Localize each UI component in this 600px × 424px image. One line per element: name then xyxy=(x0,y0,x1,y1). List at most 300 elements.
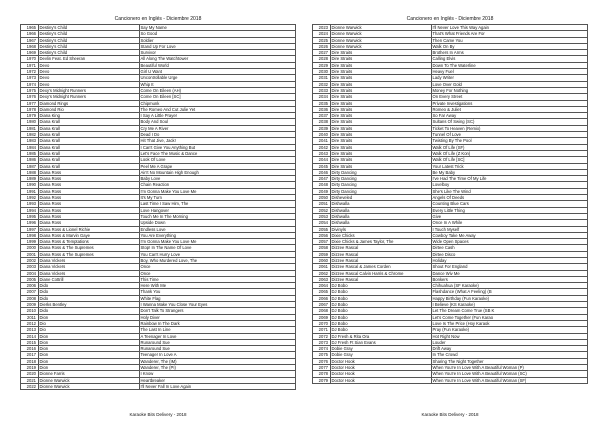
song-title: Walk Of Life [SC] xyxy=(431,157,588,163)
song-title: Soldier xyxy=(139,37,296,43)
song-number: 2006 xyxy=(21,283,39,289)
song-number: 2067 xyxy=(313,302,331,308)
song-number: 2046 xyxy=(313,169,331,175)
song-title: Upside Down xyxy=(139,220,296,226)
song-number: 2052 xyxy=(313,207,331,213)
song-title: So Far Away xyxy=(431,113,588,119)
artist-name: Diana Ross xyxy=(38,213,139,219)
artist-name: Dido xyxy=(38,295,139,301)
song-title: Touch Me In The Morning xyxy=(139,213,296,219)
song-number: 2070 xyxy=(313,320,331,326)
song-number: 2007 xyxy=(21,289,39,295)
artist-name: Diana Ross & The Supremes xyxy=(38,245,139,251)
song-title: Wide Open Spaces xyxy=(431,239,588,245)
artist-name: Dizzee Rascal xyxy=(330,251,431,257)
song-title: Ain't No Mountain High Enough xyxy=(139,169,296,175)
artist-name: Dionne Warwick xyxy=(38,377,139,383)
artist-name: DJ Bobo xyxy=(330,314,431,320)
song-number: 2045 xyxy=(313,163,331,169)
song-number: 1979 xyxy=(21,113,39,119)
song-number: 1970 xyxy=(21,56,39,62)
song-title: I've Had The Time Of My Life xyxy=(431,176,588,182)
song-number: 1993 xyxy=(21,201,39,207)
song-title: Once xyxy=(139,264,296,270)
song-title: Peel Me A Grape xyxy=(139,163,296,169)
song-title: Happy Birthday (Fun Karaoke) xyxy=(431,295,588,301)
song-number: 2050 xyxy=(313,195,331,201)
song-title: The Last In Line xyxy=(139,327,296,333)
artist-name: Diana Ross xyxy=(38,169,139,175)
artist-name: Devo xyxy=(38,81,139,87)
artist-name: Dire Straits xyxy=(330,163,431,169)
song-title: Girl U Want xyxy=(139,69,296,75)
artist-name: Dobie Gray xyxy=(330,352,431,358)
song-title: I'll Never Fall In Love Again xyxy=(139,383,296,389)
song-number: 2023 xyxy=(313,25,331,31)
song-number: 1972 xyxy=(21,69,39,75)
song-title: Counting Blue Cars xyxy=(431,201,588,207)
artist-name: Diana Ross xyxy=(38,220,139,226)
artist-name: Doctor Hook xyxy=(330,365,431,371)
song-number: 1988 xyxy=(21,169,39,175)
song-title: That's What Friends Are For xyxy=(431,31,588,37)
song-title: Then Came You xyxy=(431,37,588,43)
table-row xyxy=(21,383,296,389)
song-title: Endless Love xyxy=(139,226,296,232)
song-number: 2024 xyxy=(313,31,331,37)
song-title: Be My Baby xyxy=(431,169,588,175)
song-number: 2001 xyxy=(21,251,39,257)
song-number: 2002 xyxy=(21,257,39,263)
artist-name: Dido xyxy=(38,308,139,314)
song-number: 2075 xyxy=(313,352,331,358)
song-number: 1989 xyxy=(21,176,39,182)
song-title: Flashdance (What A Feeling) (B xyxy=(431,289,588,295)
artist-name: Dire Straits xyxy=(330,87,431,93)
song-title: You Can't Hurry Love xyxy=(139,251,296,257)
artist-name: Diana Krall xyxy=(38,125,139,131)
song-title: Heavy Fuel xyxy=(431,69,588,75)
song-number: 1968 xyxy=(21,43,39,49)
song-number: 1982 xyxy=(21,132,39,138)
song-title: When You're In Love With A Beautiful Woman (P) xyxy=(431,365,588,371)
song-title: Body And Soul xyxy=(139,119,296,125)
song-title: Love Over Gold xyxy=(431,81,588,87)
artist-name: Diana Ross xyxy=(38,188,139,194)
song-number: 2054 xyxy=(313,220,331,226)
artist-name: Dirty Dancing xyxy=(330,176,431,182)
artist-name: Dio xyxy=(38,320,139,326)
song-number: 2079 xyxy=(313,377,331,383)
song-number: 1971 xyxy=(21,62,39,68)
song-number: 2063 xyxy=(313,276,331,282)
song-title: Calling Elvis xyxy=(431,56,588,62)
artist-name: Dexy's Midnight Runners xyxy=(38,94,139,100)
artist-name: Dire Straits xyxy=(330,138,431,144)
song-title: Twisting By The Pool xyxy=(431,138,588,144)
song-number: 1995 xyxy=(21,213,39,219)
song-title: Rainbow In The Dark xyxy=(139,320,296,326)
artist-name: Doctor Hook xyxy=(330,358,431,364)
song-title: Runaround Sue xyxy=(139,339,296,345)
song-title: Tunnel Of Love xyxy=(431,132,588,138)
artist-name: Devo xyxy=(38,69,139,75)
artist-name: Dizzee Rascal xyxy=(330,257,431,263)
song-number: 2027 xyxy=(313,50,331,56)
song-title: Brothers In Arms xyxy=(431,50,588,56)
song-number: 2022 xyxy=(21,383,39,389)
song-number: 2048 xyxy=(313,182,331,188)
song-title: Here With Me xyxy=(139,283,296,289)
song-title: Uncontrollable Urge xyxy=(139,75,296,81)
song-number: 1994 xyxy=(21,207,39,213)
song-number: 2009 xyxy=(21,302,39,308)
song-title: Drift Away xyxy=(431,346,588,352)
song-number: 2012 xyxy=(21,320,39,326)
song-number: 1997 xyxy=(21,226,39,232)
artist-name: DJ Fresh Ft Sian Evans xyxy=(330,339,431,345)
song-number: 1974 xyxy=(21,81,39,87)
artist-name: Dizzee Rascal xyxy=(330,276,431,282)
song-title: Come On Eileen (AH) xyxy=(139,87,296,93)
song-title: I Wanna Make You Close Your Eyes xyxy=(139,302,296,308)
song-title: Shout For England xyxy=(431,264,588,270)
artist-name: Dido xyxy=(38,289,139,295)
left-song-table xyxy=(20,24,296,390)
song-number: 1980 xyxy=(21,119,39,125)
artist-name: Dire Straits xyxy=(330,62,431,68)
artist-name: Divinyls xyxy=(330,226,431,232)
artist-name: Dion xyxy=(38,346,139,352)
song-number: 2014 xyxy=(21,333,39,339)
song-number: 2032 xyxy=(313,81,331,87)
artist-name: Devo xyxy=(38,62,139,68)
song-title: Wanderer, The (IM) xyxy=(139,358,296,364)
artist-name: Dire Straits xyxy=(330,113,431,119)
song-title: Dirtee Disco xyxy=(431,251,588,257)
song-title: Once In A While xyxy=(431,220,588,226)
song-number: 1975 xyxy=(21,87,39,93)
song-title: Whip It xyxy=(139,81,296,87)
song-title: I'll Never Love This Way Again xyxy=(431,25,588,31)
artist-name: Dire Straits xyxy=(330,106,431,112)
song-number: 2053 xyxy=(313,213,331,219)
song-number: 2073 xyxy=(313,339,331,345)
song-number: 1966 xyxy=(21,31,39,37)
song-title: I Touch Myself xyxy=(431,226,588,232)
song-title: Love Hangover xyxy=(139,207,296,213)
song-title: Walk On By xyxy=(431,43,588,49)
song-title: When You're In Love With A Beautiful Woman (SF) xyxy=(431,377,588,383)
artist-name: DJ Bobo xyxy=(330,283,431,289)
song-number: 1999 xyxy=(21,239,39,245)
song-number: 2072 xyxy=(313,333,331,339)
artist-name: Dirty Dancing xyxy=(330,188,431,194)
song-number: 2058 xyxy=(313,245,331,251)
song-title: When You're In Love With A Beautiful Woman (SC) xyxy=(431,371,588,377)
song-title: Walk Of Life (SF) xyxy=(431,144,588,150)
song-number: 2030 xyxy=(313,69,331,75)
artist-name: Dio xyxy=(38,327,139,333)
song-title: Cry Me A River xyxy=(139,125,296,131)
song-number: 2047 xyxy=(313,176,331,182)
song-number: 2031 xyxy=(313,75,331,81)
artist-name: Dishwalla xyxy=(330,220,431,226)
artist-name: Diana Krall xyxy=(38,150,139,156)
artist-name: Devo xyxy=(38,75,139,81)
artist-name: DJ Bobo xyxy=(330,327,431,333)
song-number: 2040 xyxy=(313,132,331,138)
song-title: Down To The Waterline xyxy=(431,62,588,68)
artist-name: Diana Vickers xyxy=(38,264,139,270)
artist-name: Dion xyxy=(38,358,139,364)
song-title: Cowboy Take Me Away xyxy=(431,232,588,238)
artist-name: Dire Straits xyxy=(330,144,431,150)
song-title: I Say A Little Prayer xyxy=(139,113,296,119)
artist-name: Destiny's Child xyxy=(38,50,139,56)
song-title: Money For Nothing xyxy=(431,87,588,93)
song-number: 1983 xyxy=(21,138,39,144)
song-title: Lovelboy xyxy=(431,182,588,188)
song-number: 1984 xyxy=(21,144,39,150)
song-title: I Can't Give You Anything But xyxy=(139,144,296,150)
song-number: 2060 xyxy=(313,257,331,263)
song-number: 2025 xyxy=(313,37,331,43)
artist-name: Diana Ross xyxy=(38,176,139,182)
artist-name: Diana Krall xyxy=(38,138,139,144)
song-number: 2037 xyxy=(313,113,331,119)
song-title: Private Investigations xyxy=(431,100,588,106)
artist-name: Destiny's Child xyxy=(38,43,139,49)
song-number: 2077 xyxy=(313,365,331,371)
song-number: 2076 xyxy=(313,358,331,364)
song-number: 2043 xyxy=(313,150,331,156)
song-number: 2064 xyxy=(313,283,331,289)
song-number: 2056 xyxy=(313,232,331,238)
artist-name: Dexy's Midnight Runners xyxy=(38,87,139,93)
song-number: 2029 xyxy=(313,62,331,68)
song-title: You Are Everything xyxy=(139,232,296,238)
artist-name: Dion xyxy=(38,352,139,358)
song-title: White Flag xyxy=(139,295,296,301)
song-title: Don't Talk To Strangers xyxy=(139,308,296,314)
song-number: 1992 xyxy=(21,195,39,201)
artist-name: Diana Vickers xyxy=(38,270,139,276)
song-title: So Good xyxy=(139,31,296,37)
artist-name: Dire Straits xyxy=(330,119,431,125)
artist-name: Doctor Hook xyxy=(330,371,431,377)
song-number: 1990 xyxy=(21,182,39,188)
artist-name: Diana Krall xyxy=(38,132,139,138)
artist-name: Dionne Warwick xyxy=(330,31,431,37)
song-title: She's Like The Wind xyxy=(431,188,588,194)
artist-name: Dierks Bentley xyxy=(38,302,139,308)
artist-name: Dionne Warwick xyxy=(330,43,431,49)
song-number: 2078 xyxy=(313,371,331,377)
song-number: 2026 xyxy=(313,43,331,49)
artist-name: Diana Ross & Lionel Richie xyxy=(38,226,139,232)
artist-name: Diana Ross xyxy=(38,182,139,188)
song-number: 2015 xyxy=(21,339,39,345)
artist-name: Disheveled xyxy=(330,195,431,201)
song-number: 1965 xyxy=(21,25,39,31)
song-number: 2039 xyxy=(313,125,331,131)
song-title: In The Crowd xyxy=(431,352,588,358)
artist-name: Dire Straits xyxy=(330,69,431,75)
song-number: 1998 xyxy=(21,232,39,238)
song-number: 2044 xyxy=(313,157,331,163)
artist-name: Dionne Warwick xyxy=(330,25,431,31)
song-title: I Know xyxy=(139,371,296,377)
song-title: I'm Gonna Make You Love Me xyxy=(139,239,296,245)
artist-name: Dire Straits xyxy=(330,132,431,138)
song-title: Once xyxy=(139,270,296,276)
song-number: 1969 xyxy=(21,50,39,56)
artist-name: DJ Bobo xyxy=(330,295,431,301)
artist-name: Doctor Hook xyxy=(330,377,431,383)
artist-name: Diamond Rings xyxy=(38,100,139,106)
artist-name: Dion xyxy=(38,365,139,371)
song-title: Love Is The Price (Hoy Karaok xyxy=(431,320,588,326)
song-number: 2071 xyxy=(313,327,331,333)
artist-name: Diana Ross & Temptations xyxy=(38,239,139,245)
artist-name: DJ Bobo xyxy=(330,302,431,308)
song-number: 2004 xyxy=(21,270,39,276)
song-title: Boy, Who Murdered Love, The xyxy=(139,257,296,263)
right-column xyxy=(312,16,588,384)
song-number: 2062 xyxy=(313,270,331,276)
artist-name: Dire Straits xyxy=(330,50,431,56)
song-number: 1973 xyxy=(21,75,39,81)
song-title: Your Latest Trick xyxy=(431,163,588,169)
song-title: Louder xyxy=(431,339,588,345)
song-title: Beautiful World xyxy=(139,62,296,68)
song-title: Let's Come Together (Fun Karao xyxy=(431,314,588,320)
song-number: 2065 xyxy=(313,289,331,295)
artist-name: Dionne Warwick xyxy=(38,383,139,389)
song-number: 2035 xyxy=(313,100,331,106)
artist-name: Dobie Gray xyxy=(330,346,431,352)
song-number: 1996 xyxy=(21,220,39,226)
song-number: 2069 xyxy=(313,314,331,320)
song-title: Lady Writer xyxy=(431,75,588,81)
song-number: 1986 xyxy=(21,157,39,163)
song-number: 1981 xyxy=(21,125,39,131)
song-title: Survivor xyxy=(139,50,296,56)
song-title: It's My Turn xyxy=(139,195,296,201)
song-number: 2051 xyxy=(313,201,331,207)
artist-name: Dixie Chicks & James Taylor, The xyxy=(330,239,431,245)
song-title: Every Little Thing xyxy=(431,207,588,213)
artist-name: Dion xyxy=(38,333,139,339)
song-title: Heartbreaker xyxy=(139,377,296,383)
song-number: 1985 xyxy=(21,150,39,156)
song-title: Sharing The Night Together xyxy=(431,358,588,364)
artist-name: Diana Ross & Marvin Gaye xyxy=(38,232,139,238)
song-title: Let The Dream Come True (SB K xyxy=(431,308,588,314)
artist-name: Diana Vickers xyxy=(38,257,139,263)
artist-name: Dionne Warwick xyxy=(330,37,431,43)
artist-name: Dizzee Rascal Calvin Harris & Chrome xyxy=(330,270,431,276)
artist-name: Dizzee Rascal xyxy=(330,245,431,251)
left-column xyxy=(20,16,296,390)
song-title: Hit That Jive, Jack! xyxy=(139,138,296,144)
artist-name: Diana Ross xyxy=(38,207,139,213)
artist-name: Diana King xyxy=(38,113,139,119)
right-column-title: Cancionero en Inglés - Diciembre 2018 xyxy=(406,16,494,22)
song-title: Look Of Love xyxy=(139,157,296,163)
song-number: 2016 xyxy=(21,346,39,352)
artist-name: Dion xyxy=(38,314,139,320)
artist-name: Destiny's Child xyxy=(38,25,139,31)
song-title: Walk Of Life (Z Kon) xyxy=(431,150,588,156)
song-number: 2033 xyxy=(313,87,331,93)
song-number: 2021 xyxy=(21,377,39,383)
song-number: 2017 xyxy=(21,352,39,358)
song-number: 2049 xyxy=(313,188,331,194)
song-title: On Every Street xyxy=(431,94,588,100)
song-title: Dirtee Cash xyxy=(431,245,588,251)
artist-name: DJ Bobo xyxy=(330,320,431,326)
song-title: Stand Up For Love xyxy=(139,43,296,49)
artist-name: Dire Straits xyxy=(330,94,431,100)
artist-name: Dirty Dancing xyxy=(330,182,431,188)
artist-name: Dire Straits xyxy=(330,150,431,156)
artist-name: Diane Cottrill xyxy=(38,276,139,282)
song-title: Romeo & Juliet xyxy=(431,106,588,112)
song-number: 1991 xyxy=(21,188,39,194)
song-number: 2013 xyxy=(21,327,39,333)
artist-name: Diana Krall xyxy=(38,157,139,163)
song-title: Bonkers xyxy=(431,276,588,282)
song-title: Give xyxy=(431,213,588,219)
song-title: I Believe (KS Karaoke) xyxy=(431,302,588,308)
song-number: 2066 xyxy=(313,295,331,301)
song-number: 2061 xyxy=(313,264,331,270)
artist-name: Diana Ross xyxy=(38,201,139,207)
artist-name: Diana Krall xyxy=(38,119,139,125)
song-title: Angels Of Deeds xyxy=(431,195,588,201)
song-number: 1987 xyxy=(21,163,39,169)
song-number: 2036 xyxy=(313,106,331,112)
song-title: Pray (Fun Karaoke) xyxy=(431,327,588,333)
song-title: Hot Right Now xyxy=(431,333,588,339)
song-number: 2055 xyxy=(313,226,331,232)
song-number: 2003 xyxy=(21,264,39,270)
song-number: 1978 xyxy=(21,106,39,112)
artist-name: Dire Straits xyxy=(330,56,431,62)
song-title: All Along The Watchtower xyxy=(139,56,296,62)
left-column-title: Cancionero en Inglés - Diciembre 2018 xyxy=(114,16,202,22)
song-title: Holy Diver xyxy=(139,314,296,320)
artist-name: Dishwalla xyxy=(330,201,431,207)
song-number: 2068 xyxy=(313,308,331,314)
artist-name: Devlin Feat. Ed Sheeran xyxy=(38,56,139,62)
song-title: Chihuahua (SF Karaoke) xyxy=(431,283,588,289)
song-title: Sultans Of Swing (SC) xyxy=(431,119,588,125)
song-number: 2005 xyxy=(21,276,39,282)
artist-name: Diana Ross xyxy=(38,195,139,201)
artist-name: Dixie Chicks xyxy=(330,232,431,238)
song-number: 2028 xyxy=(313,56,331,62)
song-number: 2041 xyxy=(313,138,331,144)
song-number: 1967 xyxy=(21,37,39,43)
song-title: Chain Reaction xyxy=(139,182,296,188)
song-number: 2010 xyxy=(21,308,39,314)
artist-name: Dishwalla xyxy=(330,207,431,213)
artist-name: Dishwalla xyxy=(330,213,431,219)
artist-name: Destiny's Child xyxy=(38,37,139,43)
